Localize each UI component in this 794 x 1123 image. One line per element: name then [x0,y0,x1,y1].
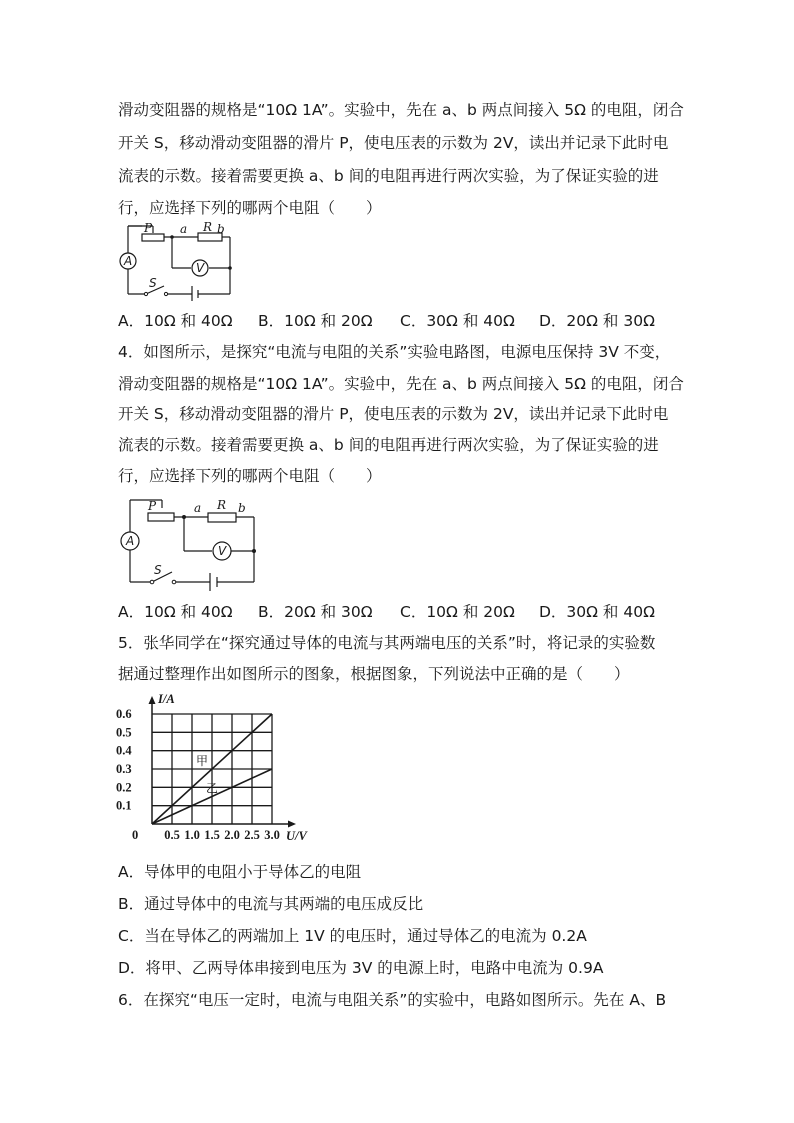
x-tick-label: 0.5 [164,828,180,842]
q4-line-3: 开关 S，移动滑动变阻器的滑片 P，使电压表的示数为 2V，读出并记录下此时电 [118,405,669,423]
q5-line-1: 5．张华同学在“探究通过导体的电流与其两端电压的关系”时，将记录的实验数 [118,634,656,652]
q3-label-r: R [203,222,213,234]
q3-circuit-diagram [112,222,242,302]
y-tick-label: 0.3 [116,762,132,776]
q5-option-b[interactable]: B．通过导体中的电流与其两端的电压成反比 [118,895,424,913]
q4-option-d[interactable]: D．30Ω 和 40Ω [539,603,655,621]
y-axis-arrow [149,696,156,704]
q3-line-2: 开关 S，移动滑动变阻器的滑片 P，使电压表的示数为 2V，读出并记录下此时电 [118,134,669,152]
q3-ammeter-label: A [124,254,133,268]
x-tick-label: 1.0 [184,828,200,842]
q3-line-4: 行，应选择下列的哪两个电阻（ ） [118,199,382,217]
origin-label: 0 [132,828,139,842]
series-label-0: 甲 [196,754,209,768]
x-tick-label: 2.0 [224,828,240,842]
q3-label-b: b [217,222,225,236]
x-tick-label: 1.5 [204,828,220,842]
q4-line-4: 流表的示数。接着需要更换 a、b 间的电阻再进行两次实验，为了保证实验的进 [118,436,659,454]
y-tick-label: 0.4 [116,743,132,758]
q3-option-a[interactable]: A．10Ω 和 40Ω [118,312,233,330]
q5-iu-graph [112,692,312,848]
y-tick-label: 0.1 [116,798,132,813]
q4-line-5: 行，应选择下列的哪两个电阻（ ） [118,467,382,485]
q4-option-c[interactable]: C．10Ω 和 20Ω [400,603,515,621]
q4-label-p: P [148,499,157,513]
y-tick-label: 0.6 [116,707,132,721]
q4-label-r: R [217,498,227,512]
q3-rheostat [142,234,164,241]
y-axis-label: I/A [158,692,175,706]
x-axis-label: U/V [286,829,307,843]
q5-line-2: 据通过整理作出如图所示的图象，根据图象，下列说法中正确的是（ ） [118,665,630,683]
q3-option-b[interactable]: B．10Ω 和 20Ω [258,312,373,330]
q4-label-a: a [194,501,202,515]
q4-rheostat [148,513,174,521]
q3-option-c[interactable]: C．30Ω 和 40Ω [400,312,515,330]
q4-line-1: 4．如图所示，是探究“电流与电阻的关系”实验电路图，电源电压保持 3V 不变， [118,343,671,361]
q3-label-a: a [180,222,188,236]
q3-voltmeter-label: V [196,261,205,275]
y-tick-label: 0.5 [116,725,132,740]
q4-resistor [208,513,236,522]
q5-option-c[interactable]: C．当在导体乙的两端加上 1V 的电压时，通过导体乙的电流为 0.2A [118,927,587,945]
q6-line-1: 6．在探究“电压一定时，电流与电阻关系”的实验中，电路如图所示。先在 A、B [118,991,667,1009]
q3-line-1: 滑动变阻器的规格是“10Ω 1A”。实验中，先在 a、b 两点间接入 5Ω 的电阻，闭合 [118,101,684,119]
q4-option-b[interactable]: B．20Ω 和 30Ω [258,603,373,621]
q4-ammeter-label: A [126,534,135,548]
x-tick-label: 3.0 [264,828,280,842]
q5-option-a[interactable]: A．导体甲的电阻小于导体乙的电阻 [118,863,362,881]
q3-label-p: P [144,222,153,235]
q4-voltmeter-label: V [218,544,227,558]
x-axis-arrow [288,821,296,828]
x-tick-label: 2.5 [244,828,260,842]
q3-switch-label: S [149,276,157,290]
q5-option-d[interactable]: D．将甲、乙两导体串接到电压为 3V 的电源上时，电路中电流为 0.9A [118,959,604,977]
q4-line-2: 滑动变阻器的规格是“10Ω 1A”。实验中，先在 a、b 两点间接入 5Ω 的电阻，闭合 [118,375,684,393]
q4-circuit-diagram [114,496,264,592]
series-label-1: 乙 [206,781,219,796]
q3-option-d[interactable]: D．20Ω 和 30Ω [539,312,655,330]
q4-label-b: b [238,501,246,515]
y-tick-label: 0.2 [116,780,132,795]
q4-option-a[interactable]: A．10Ω 和 40Ω [118,603,233,621]
q3-line-3: 流表的示数。接着需要更换 a、b 间的电阻再进行两次实验，为了保证实验的进 [118,167,659,185]
q4-switch-label: S [154,563,162,577]
